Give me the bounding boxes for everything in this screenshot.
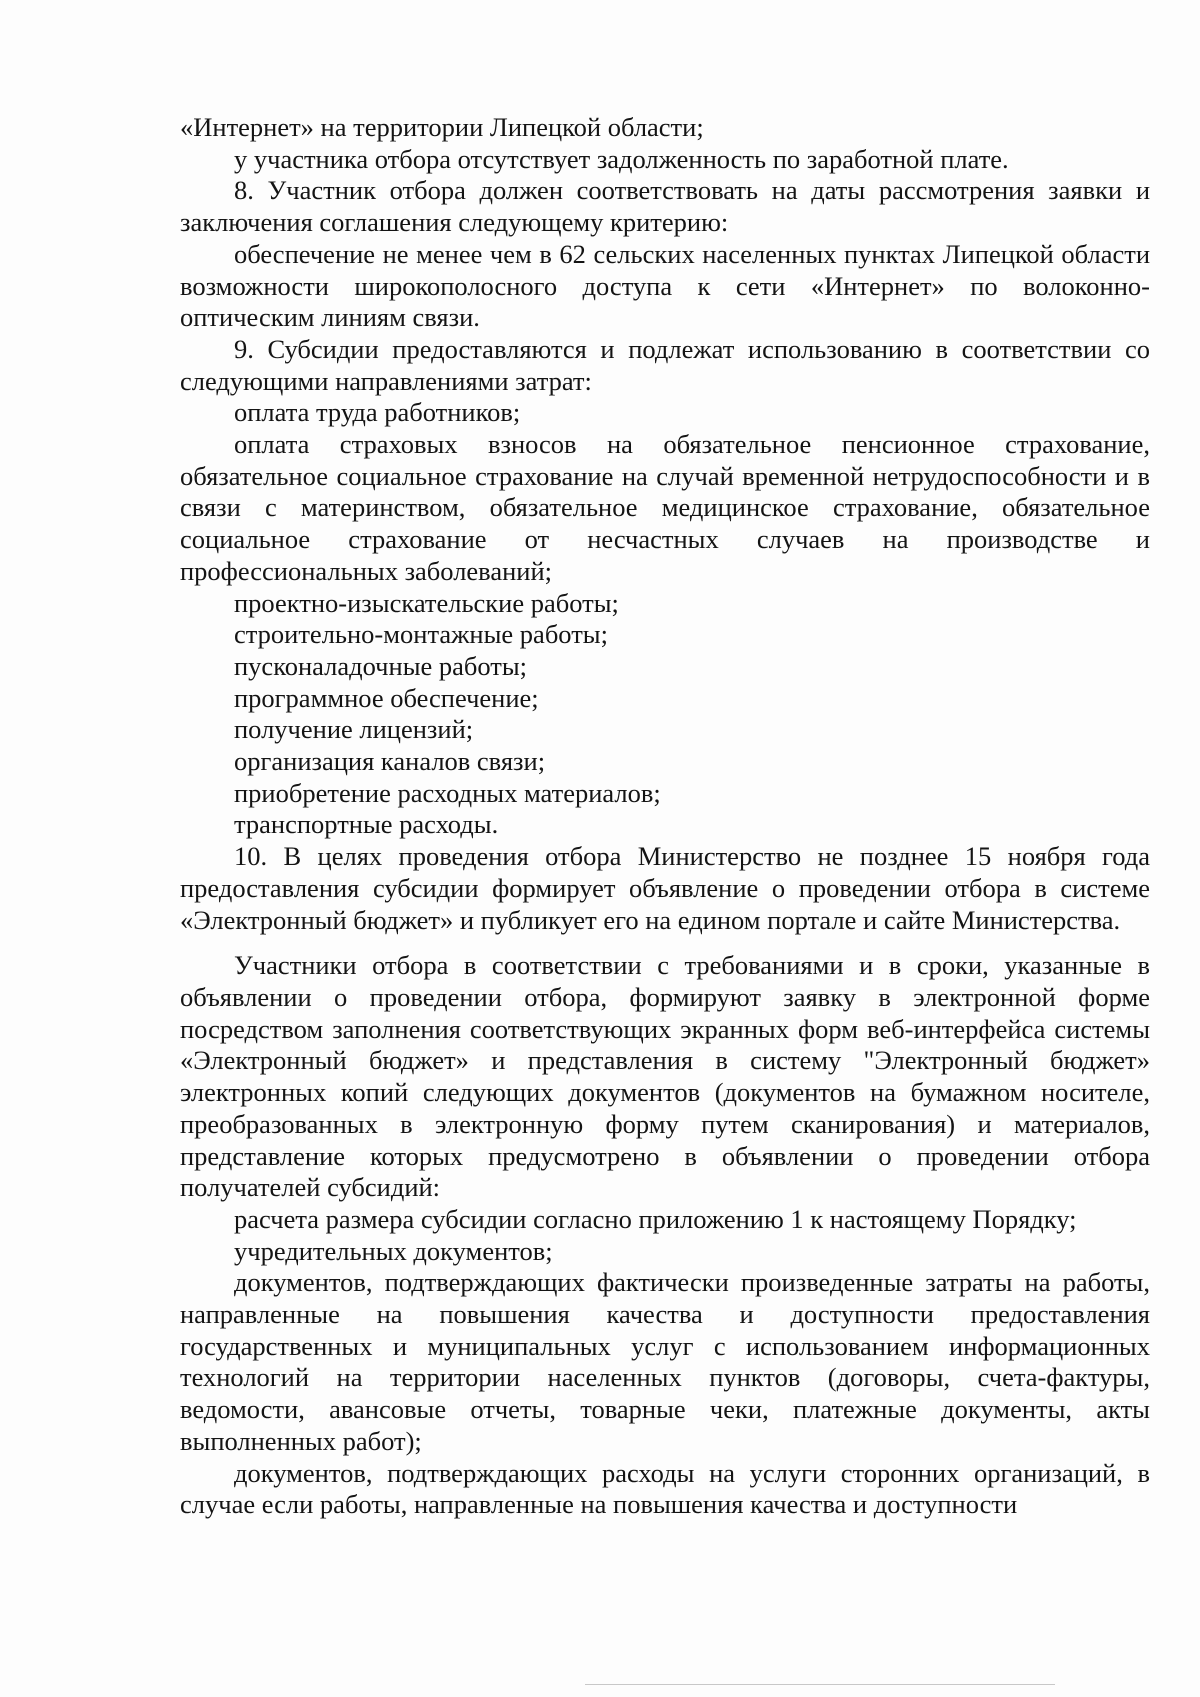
list-item-cost-docs: документов, подтверждающих фактически произведенные затраты на работы, направленные на повышения качества и доступности предоставления государственных и муниципальных услуг с использованием информационных технологий на территории населенных пунктов (договоры, счета-фактуры, ведомости, авансовые отчеты, товарные чеки, платежные документы, акты выполненных работ); xyxy=(180,1267,1150,1456)
list-item-founding-docs: учредительных документов; xyxy=(234,1235,553,1266)
list-item-commissioning: пусконаладочные работы; xyxy=(234,650,528,681)
list-item-software: программное обеспечение; xyxy=(234,682,539,713)
list-item-channels: организация каналов связи; xyxy=(234,746,546,777)
list-item-labor: оплата труда работников; xyxy=(234,397,521,428)
footer-rule xyxy=(585,1684,1055,1685)
list-item-insurance: оплата страховых взносов на обязательное пенсионное страхование, обязательное социальное страхование на случай временной нетрудоспособности и в связи с материнством, обязательное медицинское страхование, обязательное социальное страхование от несчастных случаев на производстве и профессиональных заболеваний; xyxy=(180,429,1150,586)
paragraph-participants: Участники отбора в соответствии с требованиями и в сроки, указанные в объявлении о проведении отбора, формируют заявку в электронной форме посредством заполнения соответствующих экранных форм веб-интерфейса системы «Электронный бюджет» и представления в систему "Электронный бюджет» электронных копий следующих документов (документов на бумажном носителе, преобразованных в электронную форму путем сканирования) и материалов, представление которых предусмотрено в объявлении о проведении отбора получателей субсидий: xyxy=(180,950,1150,1203)
list-item-construction: строительно-монтажные работы; xyxy=(234,619,608,650)
paragraph-item-9: 9. Субсидии предоставляются и подлежат использованию в соответствии со следующими направлениями затрат: xyxy=(180,333,1150,396)
paragraph-continuation: «Интернет» на территории Липецкой области; xyxy=(180,112,704,142)
list-item-subsidy-calc: расчета размера субсидии согласно приложению 1 к настоящему Порядку; xyxy=(234,1203,1077,1234)
list-item-transport: транспортные расходы. xyxy=(234,809,499,840)
document-body xyxy=(180,112,1150,1521)
paragraph-no-wage-debt: у участника отбора отсутствует задолженность по заработной плате. xyxy=(234,143,1009,174)
paragraph-criterion: обеспечение не менее чем в 62 сельских населенных пунктах Липецкой области возможности широкополосного доступа к сети «Интернет» по волоконно-оптическим линиям связи. xyxy=(180,238,1150,333)
list-item-materials: приобретение расходных материалов; xyxy=(234,777,661,808)
list-item-third-party-docs: документов, подтверждающих расходы на услуги сторонних организаций, в случае если работы, направленные на повышения качества и доступности xyxy=(180,1457,1150,1520)
list-item-licenses: получение лицензий; xyxy=(234,714,474,745)
paragraph-item-10: 10. В целях проведения отбора Министерство не позднее 15 ноября года предоставления субсидии формирует объявление о проведении отбора в системе «Электронный бюджет» и публикует его на едином портале и сайте Министерства. xyxy=(180,841,1150,935)
list-item-survey-works: проектно-изыскательские работы; xyxy=(234,587,619,618)
paragraph-item-8: 8. Участник отбора должен соответствовать на даты рассмотрения заявки и заключения соглашения следующему критерию: xyxy=(180,175,1150,238)
